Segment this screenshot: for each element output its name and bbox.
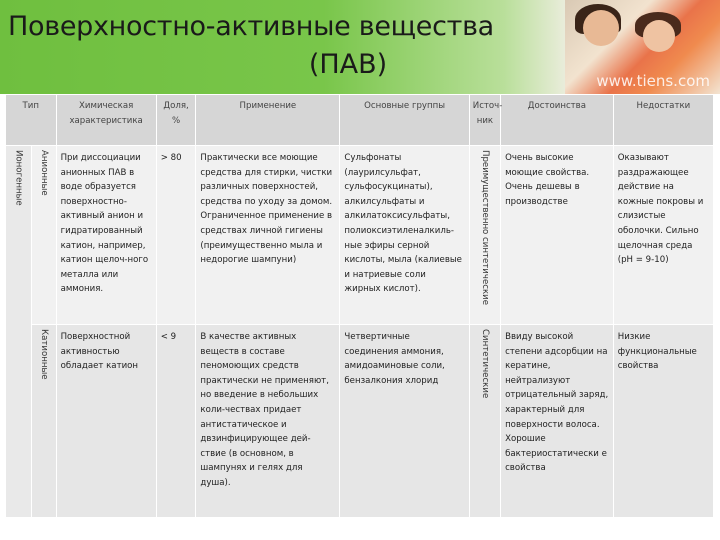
source-label: Преимущественно синтетические <box>480 150 491 306</box>
slide-title <box>8 8 568 84</box>
cons-cell: Оказывают раздражающее действие на кожные покровы и слизистые оболочки. Сильно щелочная среда (pH = 9-10) <box>613 146 713 325</box>
header-source: Источ-ник <box>469 95 500 146</box>
header-chem: Химическая характеристика <box>56 95 156 146</box>
groups-cell: Четвертичные соединения аммония, амидоаминовые соли, бензалкония хлорид <box>340 325 469 518</box>
header-type: Тип <box>6 95 56 146</box>
chem-cell: Поверхностной активностью обладает катион <box>56 325 156 518</box>
header-cons: Недостатки <box>613 95 713 146</box>
table-header-row <box>6 95 714 146</box>
groups-cell: Сульфонаты (лаурилсульфат, сульфосукцинаты), алкилсульфаты и алкилатоксисульфаты, полиоксиэтиленалкиль-ные эфиры серной кислоты, мыла (калиевые и натриевые соли жирных кислот). <box>340 146 469 325</box>
title-line-2: (ПАВ) <box>308 49 388 80</box>
pros-cell: Очень высокие моющие свойства. Очень дешевы в производстве <box>501 146 614 325</box>
use-cell: Практически все моющие средства для стирки, чистки различных поверхностей, средства по уходу за домом. Ограниченное применение в средствах личной гигиены (преимущественно мыла и недорогие шампуни) <box>196 146 340 325</box>
source-cell <box>469 325 500 518</box>
pros-cell: Ввиду высокой степени адсорбции на кератине, нейтрализуют отрицательный заряд, характерный для поверхности волоса. Хорошие бактериостатически е свойства <box>501 325 614 518</box>
header-use: Применение <box>196 95 340 146</box>
header-groups: Основные группы <box>340 95 469 146</box>
table-row <box>6 325 714 518</box>
cons-cell: Низкие функциональные свойства <box>613 325 713 518</box>
use-cell: В качестве активных веществ в составе пеномоющих средств практически не применяют, но введение в небольших коли-чествах придает антистатическое и двзинфицирующее дей-ствие (в основном, в шампунях и гелях для душа). <box>196 325 340 518</box>
share-cell: > 80 <box>156 146 196 325</box>
subtype-label: Катионные <box>38 329 49 380</box>
header-pros: Достоинства <box>501 95 614 146</box>
slide-header <box>0 0 720 94</box>
subtype-cell <box>31 325 56 518</box>
title-line-1: Поверхностно-активные вещества <box>8 11 494 42</box>
header-share: Доля, % <box>156 95 196 146</box>
chem-cell: При диссоциации анионных ПАВ в воде образуется поверхностно-активный анион и гидратированный катион, например, катион щелоч-ного металла или аммония. <box>56 146 156 325</box>
share-cell: < 9 <box>156 325 196 518</box>
source-cell <box>469 146 500 325</box>
table-row <box>6 146 714 325</box>
subtype-label: Анионные <box>38 150 49 196</box>
type-group-label: Ионогенные <box>13 150 24 206</box>
type-group-cell <box>6 146 31 518</box>
subtype-cell <box>31 146 56 325</box>
source-label: Синтетические <box>480 329 491 399</box>
surfactants-table <box>6 95 714 517</box>
watermark: www.tiens.com <box>596 72 710 90</box>
